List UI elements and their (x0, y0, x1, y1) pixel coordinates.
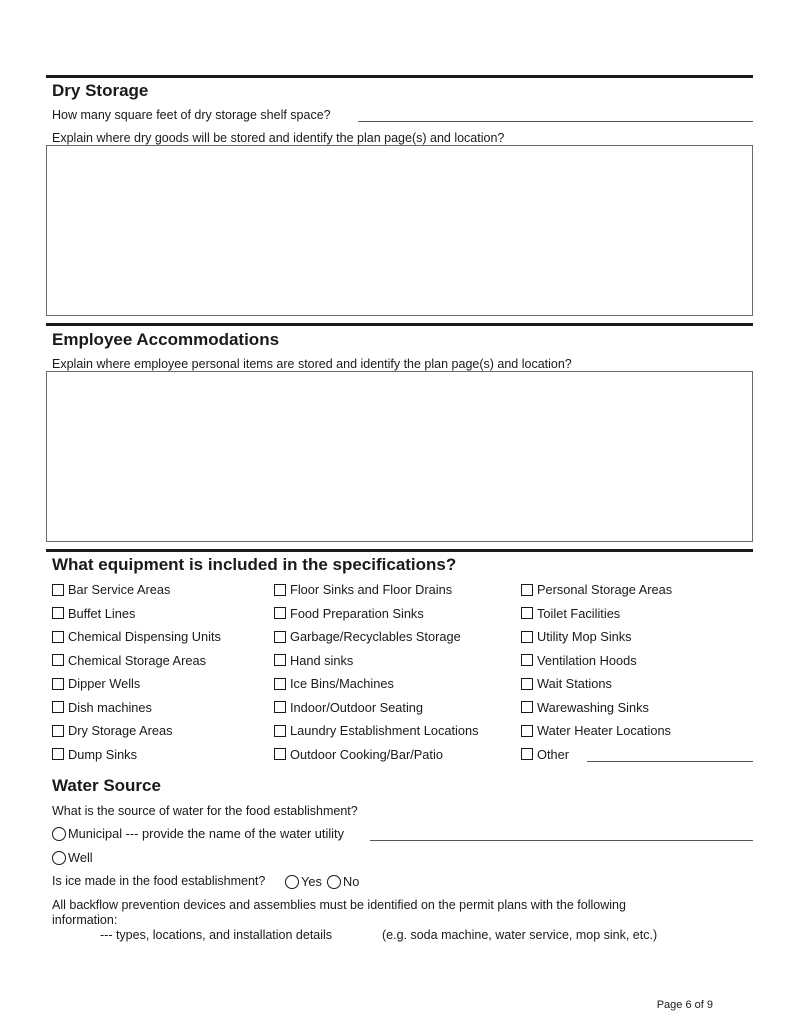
employee-items-field[interactable] (46, 371, 753, 542)
equipment-label: Toilet Facilities (537, 605, 621, 621)
equipment-checkbox-item[interactable] (52, 582, 170, 597)
equipment-label: Indoor/Outdoor Seating (290, 699, 424, 715)
equipment-label: Warewashing Sinks (537, 699, 649, 715)
checkbox[interactable] (274, 654, 286, 666)
shelf-space-question: How many square feet of dry storage shelf space? (52, 108, 331, 122)
employee-accommodations-heading: Employee Accommodations (52, 330, 280, 349)
equipment-checkbox-item[interactable] (52, 700, 152, 715)
municipal-radio[interactable] (52, 827, 66, 841)
checkbox[interactable] (274, 584, 286, 596)
equipment-label: Personal Storage Areas (537, 582, 673, 597)
water-source-question: What is the source of water for the food establishment? (52, 804, 358, 818)
equipment-checkbox-item[interactable] (52, 629, 221, 644)
ice-yes-option[interactable] (285, 874, 322, 889)
equipment-label: Outdoor Cooking/Bar/Patio (290, 746, 443, 762)
equipment-checkbox-item[interactable] (521, 700, 649, 715)
checkbox[interactable] (521, 654, 533, 666)
equipment-checkbox-item[interactable] (521, 676, 612, 691)
equipment-label: Dry Storage Areas (68, 723, 173, 738)
checkbox[interactable] (274, 631, 286, 643)
equipment-label: Laundry Establishment Locations (290, 723, 479, 738)
equipment-label: Ventilation Hoods (537, 652, 637, 668)
checkbox[interactable] (521, 607, 533, 619)
equipment-label: Food Preparation Sinks (290, 605, 424, 621)
checkbox[interactable] (521, 631, 533, 643)
backflow-statement-cont: information: (52, 913, 118, 927)
dry-goods-location-question: Explain where dry goods will be stored and identify the plan page(s) and location? (52, 131, 505, 145)
equipment-checkbox-item[interactable] (52, 653, 206, 668)
equipment-label: Dump Sinks (68, 746, 137, 762)
backflow-example: (e.g. soda machine, water service, mop sink, etc.) (382, 928, 658, 942)
municipal-radio-option[interactable] (52, 826, 344, 841)
section-rule (46, 549, 753, 552)
equipment-label: Other (537, 746, 570, 762)
equipment-checkbox-item[interactable] (521, 723, 671, 738)
equipment-checkbox-item[interactable] (274, 700, 423, 715)
equipment-checkbox-item[interactable] (52, 747, 137, 762)
ice-yes-label: Yes (301, 874, 322, 889)
checkbox[interactable] (52, 678, 64, 690)
municipal-label: Municipal --- provide the name of the water utility (68, 826, 344, 841)
equipment-checkbox-item[interactable] (521, 629, 632, 644)
equipment-label: Garbage/Recyclables Storage (290, 629, 461, 644)
dry-goods-location-field[interactable] (46, 145, 753, 316)
checkbox[interactable] (521, 748, 533, 760)
checkbox[interactable] (521, 584, 533, 596)
ice-yes-radio[interactable] (285, 875, 299, 889)
checkbox[interactable] (274, 678, 286, 690)
checkbox[interactable] (52, 748, 64, 760)
equipment-label: Wait Stations (537, 676, 612, 691)
equipment-checkbox-item[interactable] (52, 606, 135, 621)
checkbox[interactable] (274, 725, 286, 737)
equipment-heading: What equipment is included in the specifications? (52, 555, 457, 574)
equipment-checkbox-item[interactable] (274, 629, 461, 644)
equipment-label: Chemical Storage Areas (68, 652, 206, 668)
backflow-detail: --- types, locations, and installation details (100, 928, 333, 942)
well-label: Well (68, 850, 93, 865)
employee-items-question: Explain where employee personal items are stored and identify the plan page(s) and location? (52, 357, 572, 371)
equipment-checkbox-item[interactable] (52, 723, 173, 738)
water-source-heading: Water Source (52, 776, 161, 795)
equipment-label: Buffet Lines (68, 605, 136, 621)
equipment-checkbox-item[interactable] (521, 653, 637, 668)
dry-storage-heading: Dry Storage (52, 81, 149, 100)
section-rule (46, 323, 753, 326)
equipment-label: Dipper Wells (68, 676, 141, 691)
equipment-checkbox-item[interactable] (521, 747, 569, 762)
equipment-label: Bar Service Areas (68, 582, 171, 597)
equipment-label: Dish machines (68, 699, 152, 715)
equipment-label: Floor Sinks and Floor Drains (290, 582, 453, 597)
checkbox[interactable] (52, 701, 64, 713)
well-radio[interactable] (52, 851, 66, 865)
checkbox[interactable] (52, 607, 64, 619)
equipment-label: Water Heater Locations (537, 723, 671, 738)
backflow-statement: All backflow prevention devices and assemblies must be identified on the permit plans with the following (52, 898, 626, 912)
equipment-label: Ice Bins/Machines (290, 676, 394, 691)
checkbox[interactable] (52, 654, 64, 666)
checkbox[interactable] (274, 701, 286, 713)
shelf-space-field[interactable] (358, 121, 753, 122)
checkbox[interactable] (274, 748, 286, 760)
ice-no-radio[interactable] (327, 875, 341, 889)
equipment-checkbox-item[interactable] (521, 582, 672, 597)
other-equipment-field[interactable] (587, 761, 753, 762)
ice-question: Is ice made in the food establishment? (52, 874, 266, 888)
checkbox[interactable] (52, 584, 64, 596)
checkbox[interactable] (274, 607, 286, 619)
equipment-checkbox-item[interactable] (52, 676, 140, 691)
ice-no-option[interactable] (327, 874, 359, 889)
equipment-checkbox-item[interactable] (521, 606, 620, 621)
equipment-checkbox-item[interactable] (274, 653, 353, 668)
page-number: Page 6 of 9 (656, 999, 713, 1011)
section-rule (46, 75, 753, 78)
checkbox[interactable] (521, 701, 533, 713)
equipment-checkbox-item[interactable] (274, 676, 394, 691)
checkbox[interactable] (521, 678, 533, 690)
equipment-label: Utility Mop Sinks (537, 629, 632, 644)
equipment-checkbox-item[interactable] (274, 606, 424, 621)
water-utility-name-field[interactable] (370, 840, 753, 841)
equipment-checkbox-item[interactable] (274, 747, 443, 762)
checkbox[interactable] (521, 725, 533, 737)
ice-no-label: No (343, 874, 360, 889)
equipment-label: Hand sinks (290, 652, 354, 668)
equipment-label: Chemical Dispensing Units (68, 629, 221, 644)
equipment-checkbox-item[interactable] (274, 582, 452, 597)
well-radio-option[interactable] (52, 850, 93, 865)
checkbox[interactable] (52, 725, 64, 737)
equipment-checkbox-item[interactable] (274, 723, 479, 738)
checkbox[interactable] (52, 631, 64, 643)
